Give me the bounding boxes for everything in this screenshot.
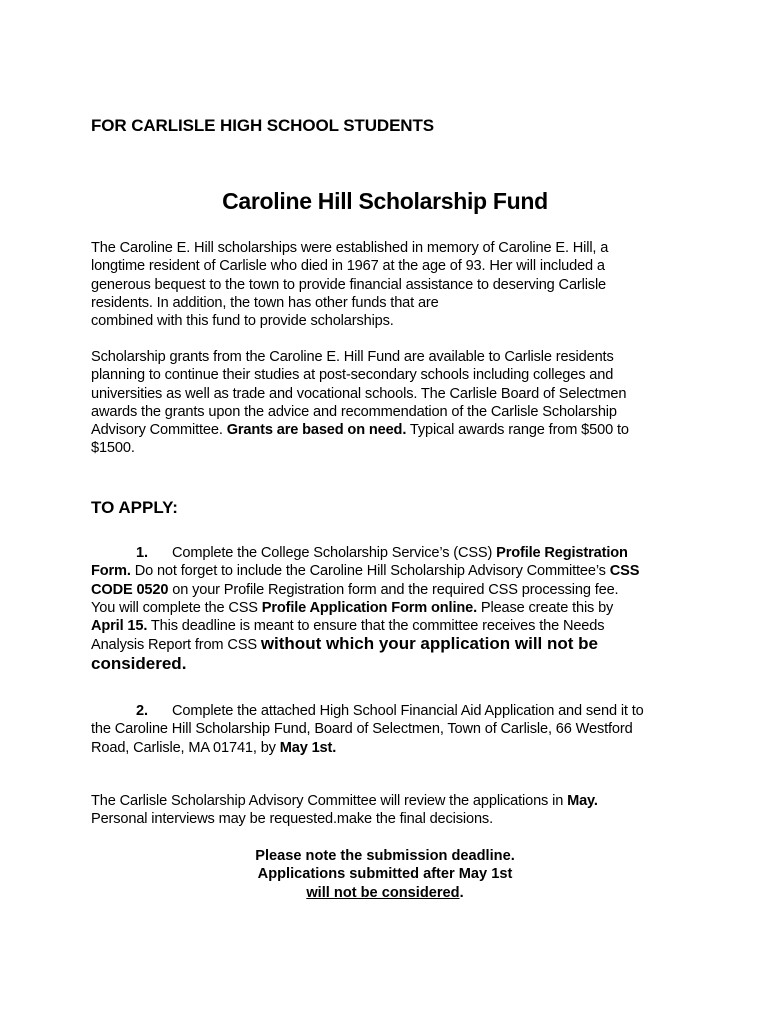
note-line: Applications submitted after May 1st (257, 866, 513, 883)
review-line: Personal interviews may be requested.make the final decisions. (91, 811, 493, 828)
grants-text: Typical awards range from $500 to (406, 422, 629, 439)
step-line (91, 702, 681, 720)
intro-line: combined with this fund to provide scholarships. (91, 313, 394, 330)
note-line: Please note the submission deadline. (255, 848, 515, 864)
step-text: Please create this by (476, 599, 614, 616)
note-line (0, 884, 770, 902)
css-emphasis: CSS (609, 563, 640, 580)
profile-registration-emphasis: Profile Registration (496, 545, 628, 561)
warning-emphasis-end: considered. (91, 653, 187, 673)
deadline-note (0, 847, 770, 902)
step-text: This deadline is meant to ensure that the committee receives the Needs (147, 618, 605, 635)
step-line (91, 617, 681, 635)
page-title: Caroline Hill Scholarship Fund (222, 188, 548, 214)
step-text: Road, Carlisle, MA 01741, by (91, 739, 280, 756)
audience-heading: FOR CARLISLE HIGH SCHOOL STUDENTS (91, 116, 435, 135)
not-considered-underlined: will not be considered (306, 884, 460, 901)
css-code-emphasis: CODE 0520 (91, 581, 169, 598)
step-text: on your Profile Registration form and the required CSS processing fee. (168, 581, 619, 598)
step-number: 1. (136, 545, 148, 561)
step-line (91, 544, 681, 562)
grants-paragraph (91, 348, 681, 458)
intro-line: longtime resident of Carlisle who died in 1967 at the age of 93. Her will included a (91, 258, 605, 275)
profile-application-emphasis: Profile Application Form online. (261, 599, 477, 616)
may-emphasis: May. (567, 793, 598, 809)
intro-paragraph (91, 239, 681, 330)
to-apply-heading: TO APPLY: (91, 498, 178, 517)
step-text: Do not forget to include the Caroline Hill Scholarship Advisory Committee’s (130, 563, 610, 580)
intro-line: generous bequest to the town to provide financial assistance to deserving Carlisle (91, 276, 607, 293)
april-deadline-emphasis: April 15. (91, 618, 148, 635)
grants-line: universities as well as trade and vocational schools. The Carlisle Board of Selectmen (91, 385, 627, 402)
step-line: the Caroline Hill Scholarship Fund, Board of Selectmen, Town of Carlisle, 66 Westford (91, 721, 633, 738)
step-text: You will complete the CSS (91, 599, 262, 616)
step-line (91, 635, 681, 654)
may-deadline-emphasis: May 1st. (279, 739, 337, 756)
apply-step-2 (91, 702, 681, 757)
step-text: Analysis Report from CSS (91, 637, 261, 654)
grants-line: awards the grants upon the advice and recommendation of the Carlisle Scholarship (91, 403, 617, 420)
step-number: 2. (136, 703, 148, 719)
intro-line: residents. In addition, the town has other funds that are (91, 294, 439, 311)
intro-line: The Caroline E. Hill scholarships were established in memory of Caroline E. Hill, a (91, 240, 609, 256)
grants-text: Advisory Committee. (91, 422, 227, 439)
review-text: The Carlisle Scholarship Advisory Committee will review the applications in (91, 793, 568, 809)
step-line (91, 599, 681, 617)
note-period: . (459, 884, 464, 901)
step-line (91, 581, 681, 599)
step-line (91, 562, 681, 580)
apply-step-1 (91, 544, 681, 673)
step-text: Complete the College Scholarship Service’s (CSS) (172, 545, 497, 561)
need-based-emphasis: Grants are based on need. (226, 422, 407, 439)
step-text: Complete the attached High School Financial Aid Application and send it to (172, 703, 644, 719)
step-line (91, 739, 681, 757)
warning-emphasis: without which your application will not be (260, 634, 598, 654)
grants-line (91, 421, 681, 439)
review-paragraph (91, 792, 681, 829)
grants-line: planning to continue their studies at post-secondary schools including colleges and (91, 367, 614, 384)
form-emphasis: Form. (91, 563, 131, 580)
grants-line: $1500. (91, 440, 135, 457)
grants-line: Scholarship grants from the Caroline E. Hill Fund are available to Carlisle residents (91, 349, 614, 365)
review-line (91, 792, 681, 810)
